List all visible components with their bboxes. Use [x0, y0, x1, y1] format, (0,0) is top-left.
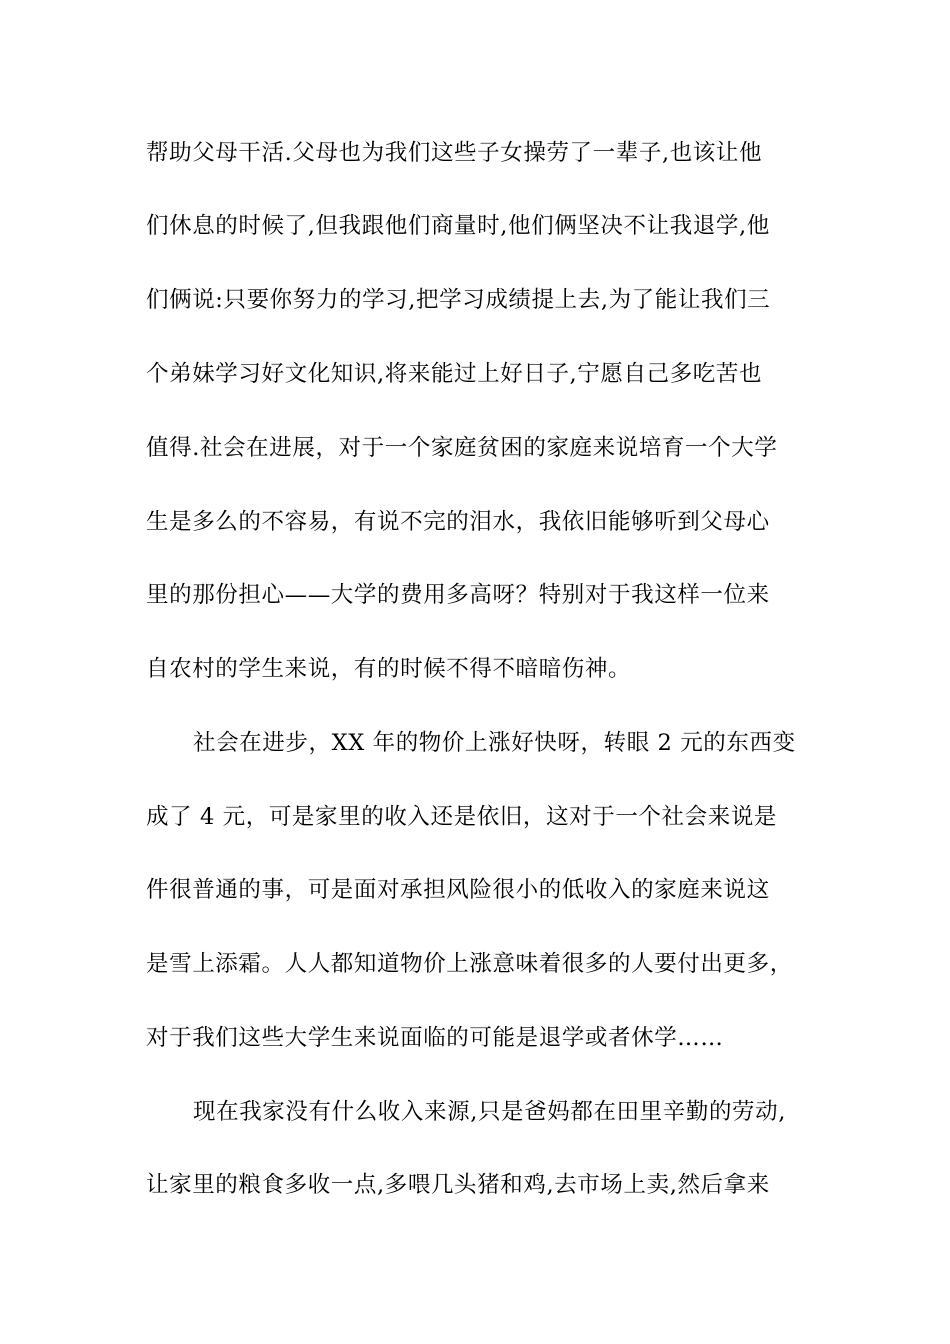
paragraph-first-line: 现在我家没有什么收入来源,只是爸妈都在田里辛勤的劳动,	[193, 1099, 787, 1125]
text-line: 里的那份担心——大学的费用多高呀？特别对于我这样一位来	[146, 582, 770, 608]
paragraph-first-line: 社会在进步，XX 年的物价上涨好快呀，转眼 2 元的东西变	[193, 730, 796, 756]
text-line: 让家里的粮食多收一点,多喂几头猪和鸡,去市场上卖,然后拿来	[146, 1172, 770, 1198]
text-line: 值得.社会在进展，对于一个家庭贫困的家庭来说培育一个大学	[146, 435, 778, 461]
text-line: 生是多么的不容易，有说不完的泪水，我依旧能够听到父母心	[146, 509, 770, 535]
text-line: 帮助父母干活.父母也为我们这些子女操劳了一辈子,也该让他	[146, 140, 763, 166]
text-line: 个弟妹学习好文化知识,将来能过上好日子,宁愿自己多吃苦也	[146, 361, 763, 387]
text-line: 是雪上添霜。人人都知道物价上涨意味着很多的人要付出更多，	[146, 951, 793, 977]
text-line: 自农村的学生来说，有的时候不得不暗暗伤神。	[146, 656, 632, 682]
text-line: 件很普通的事，可是面对承担风险很小的低收入的家庭来说这	[146, 877, 770, 903]
text-line: 对于我们这些大学生来说面临的可能是退学或者休学……	[146, 1025, 724, 1051]
text-line: 成了 4 元，可是家里的收入还是依旧，这对于一个社会来说是	[146, 804, 778, 830]
text-line: 们俩说:只要你努力的学习,把学习成绩提上去,为了能让我们三	[146, 287, 771, 313]
text-line: 们休息的时候了,但我跟他们商量时,他们俩坚决不让我退学,他	[146, 213, 770, 239]
